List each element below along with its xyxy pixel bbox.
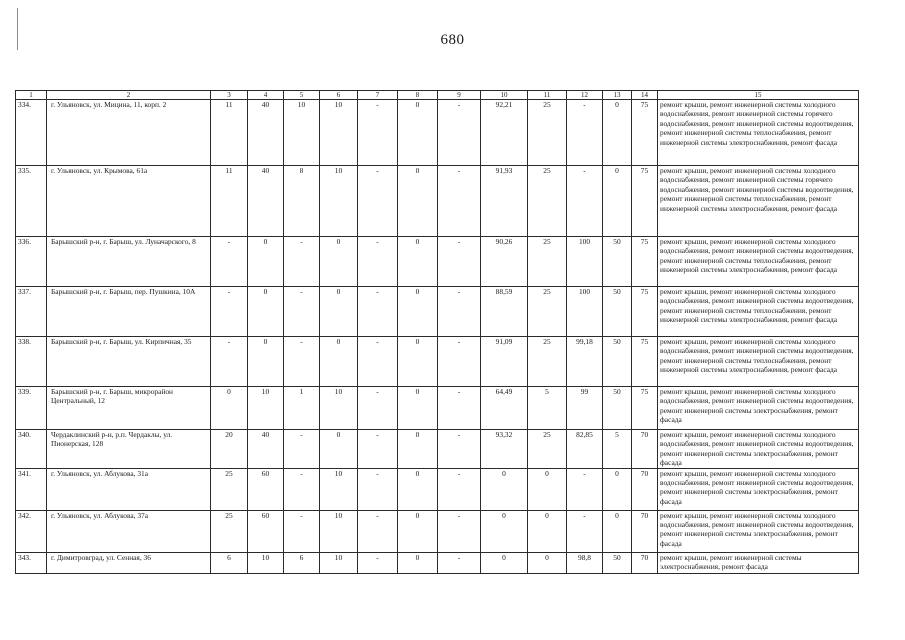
cell-col10: 92,21 [481,100,528,166]
row-number: 341. [16,468,47,510]
column-header: 11 [528,91,567,100]
table-row [16,468,859,510]
row-number: 339. [16,387,47,430]
table-row [16,287,859,337]
cell-col11: 25 [528,430,567,469]
cell-col3: 25 [211,468,248,510]
cell-col13: 50 [603,387,632,430]
cell-col9: - [438,468,481,510]
cell-col10: 90,26 [481,237,528,287]
cell-col9: - [438,552,481,573]
row-address: г. Ульяновск, ул. Мицина, 11, корп. 2 [47,100,211,166]
row-address: г. Ульяновск, ул. Крымова, 61а [47,166,211,237]
cell-col7: - [358,552,398,573]
row-number: 340. [16,430,47,469]
repair-table [15,90,859,574]
cell-col12: 82,85 [567,430,603,469]
cell-col12: - [567,100,603,166]
cell-col14: 70 [632,552,658,573]
cell-col6: 0 [320,430,358,469]
cell-col4: 60 [248,468,284,510]
cell-col8: 0 [398,387,438,430]
cell-col14: 70 [632,510,658,552]
cell-col9: - [438,387,481,430]
cell-col4: 60 [248,510,284,552]
cell-col8: 0 [398,430,438,469]
cell-col9: - [438,337,481,387]
cell-col12: 99 [567,387,603,430]
row-works: ремонт крыши, ремонт инженерной системы холодного водоснабжения, ремонт инженерной системы водоотведения, ремонт инженерной системы теплоснабжения, ремонт инженерной системы электроснабжения, ремонт фасада [658,237,859,287]
cell-col4: 0 [248,287,284,337]
cell-col10: 91,93 [481,166,528,237]
cell-col14: 75 [632,387,658,430]
cell-col3: 6 [211,552,248,573]
table-row [16,337,859,387]
cell-col8: 0 [398,552,438,573]
column-header: 6 [320,91,358,100]
row-address: Барышский р-н, г. Барыш, ул. Луначарского, 8 [47,237,211,287]
row-address: Чердаклинский р-н, р.п. Чердаклы, ул. Пионерская, 128 [47,430,211,469]
row-address: Барышский р-н, г. Барыш, микрорайон Центральный, 12 [47,387,211,430]
cell-col10: 0 [481,552,528,573]
cell-col4: 40 [248,430,284,469]
row-works: ремонт крыши, ремонт инженерной системы холодного водоснабжения, ремонт инженерной системы водоотведения, ремонт инженерной системы теплоснабжения, ремонт инженерной системы электроснабжения, ремонт фасада [658,337,859,387]
cell-col3: - [211,337,248,387]
cell-col14: 75 [632,166,658,237]
row-works: ремонт крыши, ремонт инженерной системы холодного водоснабжения, ремонт инженерной системы водоотведения, ремонт инженерной системы электроснабжения, ремонт фасада [658,387,859,430]
cell-col9: - [438,510,481,552]
cell-col11: 25 [528,337,567,387]
table-row [16,552,859,573]
table-row [16,166,859,237]
cell-col8: 0 [398,468,438,510]
row-number: 337. [16,287,47,337]
cell-col10: 93,32 [481,430,528,469]
cell-col14: 75 [632,287,658,337]
cell-col13: 50 [603,287,632,337]
column-number-row [16,91,859,100]
column-header: 5 [284,91,320,100]
cell-col9: - [438,100,481,166]
row-address: г. Ульяновск, ул. Аблукова, 31а [47,468,211,510]
cell-col8: 0 [398,287,438,337]
cell-col12: 100 [567,287,603,337]
cell-col5: 10 [284,100,320,166]
table-row [16,237,859,287]
cell-col5: 8 [284,166,320,237]
cell-col10: 0 [481,468,528,510]
cell-col12: 100 [567,237,603,287]
cell-col6: 0 [320,337,358,387]
table-row [16,387,859,430]
column-header: 3 [211,91,248,100]
cell-col13: 0 [603,166,632,237]
column-header: 1 [16,91,47,100]
cell-col11: 0 [528,552,567,573]
cell-col4: 10 [248,387,284,430]
cell-col6: 0 [320,237,358,287]
cell-col5: - [284,510,320,552]
row-address: Барышский р-н, г. Барыш, ул. Кирпичная, 35 [47,337,211,387]
cell-col11: 0 [528,510,567,552]
cell-col7: - [358,287,398,337]
cell-col4: 0 [248,237,284,287]
cell-col4: 40 [248,166,284,237]
cell-col14: 70 [632,430,658,469]
row-number: 336. [16,237,47,287]
cell-col11: 5 [528,387,567,430]
cell-col5: 6 [284,552,320,573]
column-header: 9 [438,91,481,100]
cell-col5: - [284,287,320,337]
cell-col7: - [358,337,398,387]
cell-col4: 0 [248,337,284,387]
column-header: 7 [358,91,398,100]
table-row [16,430,859,469]
cell-col6: 10 [320,552,358,573]
row-works: ремонт крыши, ремонт инженерной системы холодного водоснабжения, ремонт инженерной системы водоотведения, ремонт инженерной системы электроснабжения, ремонт фасада [658,430,859,469]
cell-col4: 40 [248,100,284,166]
cell-col3: - [211,237,248,287]
column-header: 2 [47,91,211,100]
row-works: ремонт крыши, ремонт инженерной системы холодного водоснабжения, ремонт инженерной системы водоотведения, ремонт инженерной системы теплоснабжения, ремонт инженерной системы электроснабжения, ремонт фасада [658,287,859,337]
cell-col7: - [358,468,398,510]
cell-col6: 10 [320,468,358,510]
cell-col13: 0 [603,468,632,510]
row-number: 338. [16,337,47,387]
row-number: 335. [16,166,47,237]
cell-col10: 64,49 [481,387,528,430]
cell-col13: 0 [603,100,632,166]
page-number: 680 [440,32,465,48]
cell-col6: 10 [320,100,358,166]
cell-col3: 20 [211,430,248,469]
cell-col9: - [438,287,481,337]
cell-col6: 10 [320,166,358,237]
cell-col7: - [358,430,398,469]
row-works: ремонт крыши, ремонт инженерной системы холодного водоснабжения, ремонт инженерной системы горячего водоснабжения, ремонт инженерной системы водоотведения, ремонт инженерной системы теплоснабжения, ремонт инженерной системы электроснабжения, ремонт фасада [658,166,859,237]
row-number: 334. [16,100,47,166]
cell-col7: - [358,100,398,166]
cell-col10: 91,09 [481,337,528,387]
cell-col5: - [284,430,320,469]
cell-col5: - [284,237,320,287]
cell-col7: - [358,166,398,237]
cell-col7: - [358,237,398,287]
cell-col4: 10 [248,552,284,573]
cell-col11: 0 [528,468,567,510]
cell-col6: 10 [320,510,358,552]
row-address: Барышский р-н, г. Барыш, пер. Пушкина, 10А [47,287,211,337]
column-header: 8 [398,91,438,100]
cell-col8: 0 [398,510,438,552]
cell-col14: 75 [632,337,658,387]
cell-col7: - [358,510,398,552]
cell-col13: 0 [603,510,632,552]
cell-col13: 50 [603,552,632,573]
cell-col11: 25 [528,166,567,237]
cell-col10: 88,59 [481,287,528,337]
row-works: ремонт крыши, ремонт инженерной системы холодного водоснабжения, ремонт инженерной системы водоотведения, ремонт инженерной системы электроснабжения, ремонт фасада [658,468,859,510]
row-address: г. Димитровград, ул. Сенная, 36 [47,552,211,573]
cell-col3: 0 [211,387,248,430]
row-works: ремонт крыши, ремонт инженерной системы холодного водоснабжения, ремонт инженерной системы водоотведения, ремонт инженерной системы электроснабжения, ремонт фасада [658,510,859,552]
cell-col11: 25 [528,100,567,166]
row-works: ремонт крыши, ремонт инженерной системы холодного водоснабжения, ремонт инженерной системы горячего водоснабжения, ремонт инженерной системы водоотведения, ремонт инженерной системы теплоснабжения, ремонт инженерной системы электроснабжения, ремонт фасада [658,100,859,166]
cell-col12: - [567,166,603,237]
column-header: 4 [248,91,284,100]
cell-col10: 0 [481,510,528,552]
row-number: 343. [16,552,47,573]
cell-col12: 99,18 [567,337,603,387]
table-row [16,510,859,552]
cell-col9: - [438,166,481,237]
column-header: 15 [658,91,859,100]
cell-col7: - [358,387,398,430]
cell-col8: 0 [398,337,438,387]
cell-col14: 75 [632,100,658,166]
cell-col14: 75 [632,237,658,287]
cell-col3: 11 [211,100,248,166]
table-row [16,100,859,166]
cell-col8: 0 [398,100,438,166]
cell-col3: - [211,287,248,337]
cell-col13: 5 [603,430,632,469]
cell-col9: - [438,430,481,469]
cell-col11: 25 [528,287,567,337]
cell-col13: 50 [603,237,632,287]
cell-col9: - [438,237,481,287]
column-header: 13 [603,91,632,100]
cell-col12: - [567,468,603,510]
cell-col12: 98,8 [567,552,603,573]
cell-col11: 25 [528,237,567,287]
row-address: г. Ульяновск, ул. Аблукова, 37а [47,510,211,552]
cell-col8: 0 [398,237,438,287]
cell-col12: - [567,510,603,552]
cell-col5: 1 [284,387,320,430]
cell-col6: 0 [320,287,358,337]
column-header: 12 [567,91,603,100]
cell-col14: 70 [632,468,658,510]
column-header: 14 [632,91,658,100]
cell-col3: 25 [211,510,248,552]
cell-col13: 50 [603,337,632,387]
row-works: ремонт крыши, ремонт инженерной системы электроснабжения, ремонт фасада [658,552,859,573]
cell-col5: - [284,468,320,510]
column-header: 10 [481,91,528,100]
row-number: 342. [16,510,47,552]
cell-col6: 10 [320,387,358,430]
cell-col5: - [284,337,320,387]
cell-col3: 11 [211,166,248,237]
cell-col8: 0 [398,166,438,237]
